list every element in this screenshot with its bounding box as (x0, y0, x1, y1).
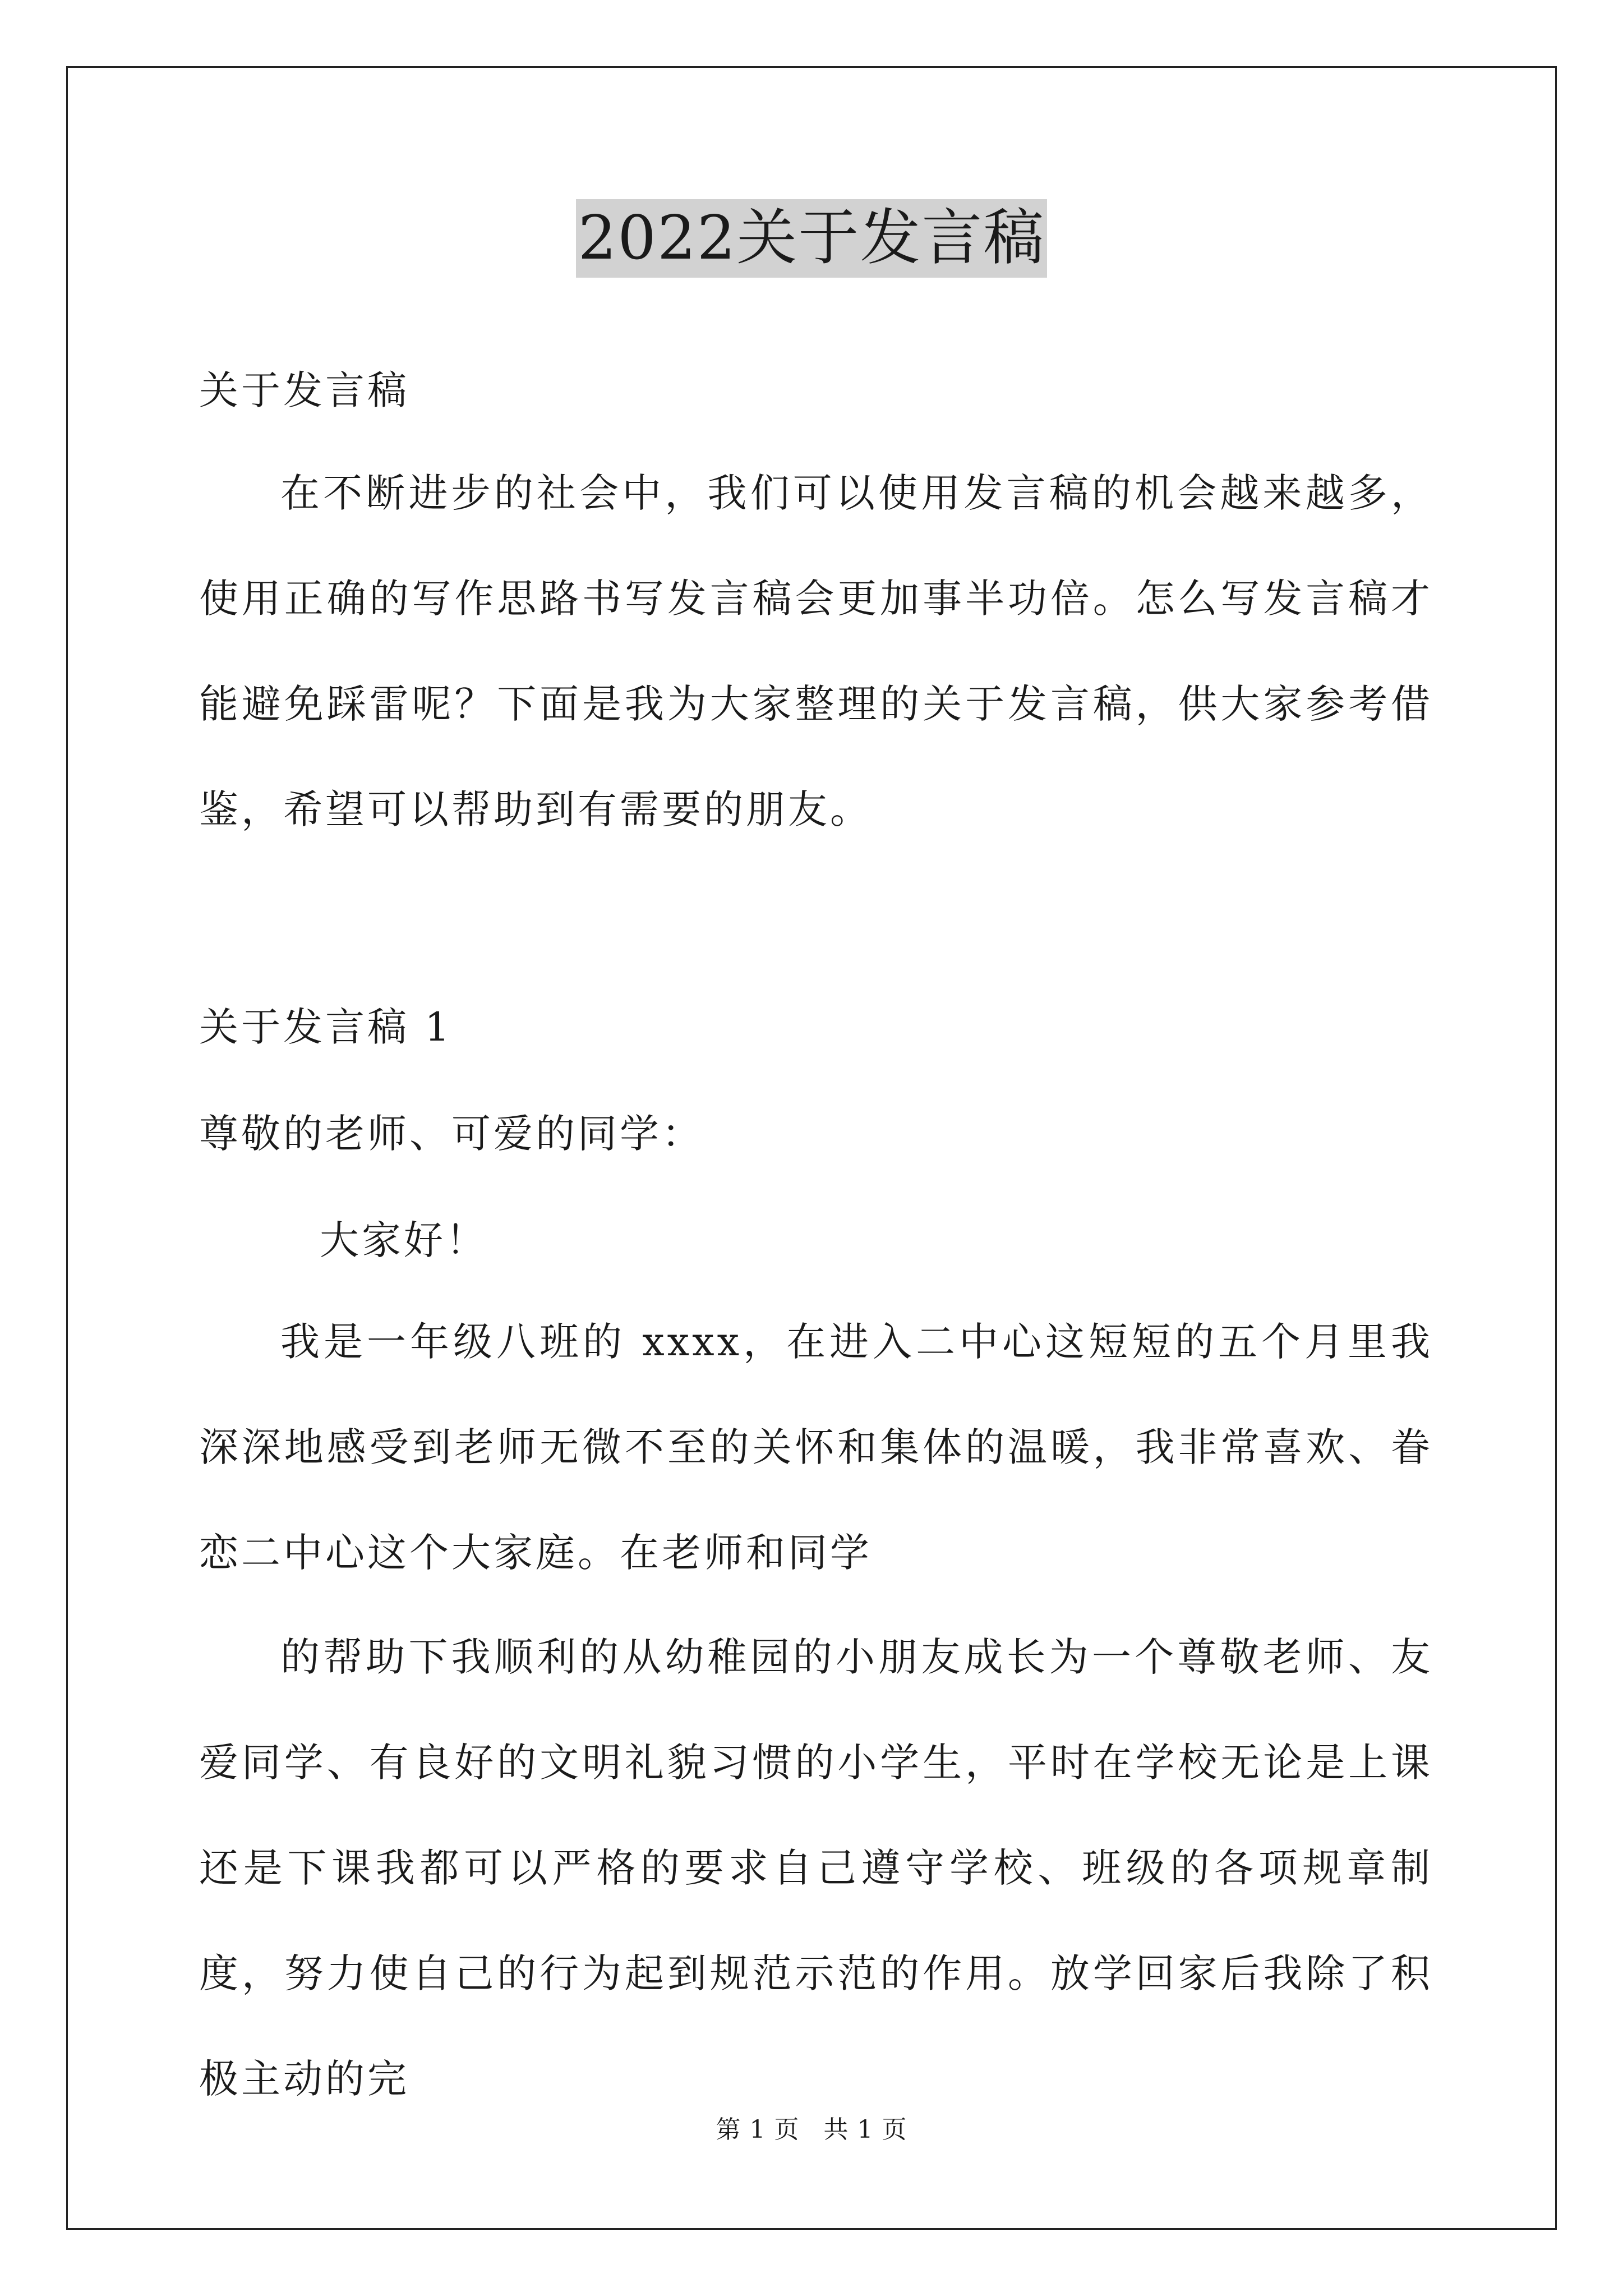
page-total: 共 1 页 (823, 2115, 907, 2144)
document-title: 2022关于发言稿 (576, 199, 1048, 278)
paragraph-2: 的帮助下我顺利的从幼稚园的小朋友成长为一个尊敬老师、友爱同学、有良好的文明礼貌习惯的小学生，平时在学校无论是上课还是下课我都可以严格的要求自己遵守学校、班级的各项规章制度，努力使自己的行为起到规范示范的作用。放学回家后我除了积极主动的完 (199, 1634, 1433, 2102)
title-container (0, 199, 1623, 278)
section-title: 关于发言稿 1 (199, 1004, 453, 1050)
intro-paragraph: 在不断进步的社会中，我们可以使用发言稿的机会越来越多，使用正确的写作思路书写发言稿会更加事半功倍。怎么写发言稿才能避免踩雷呢？下面是我为大家整理的关于发言稿，供大家参考借鉴，希望可以帮助到有需要的朋友。 (199, 470, 1433, 832)
salutation: 尊敬的老师、可爱的同学： (199, 1111, 704, 1157)
page-number: 第 1 页 (716, 2115, 800, 2144)
greeting: 大家好！ (320, 1217, 488, 1263)
page-footer (0, 2109, 1623, 2145)
document-heading: 关于发言稿 (199, 367, 409, 413)
paragraph-1: 我是一年级八班的 xxxx，在进入二中心这短短的五个月里我深深地感受到老师无微不至的关怀和集体的温暖，我非常喜欢、眷恋二中心这个大家庭。在老师和同学 (199, 1319, 1433, 1576)
